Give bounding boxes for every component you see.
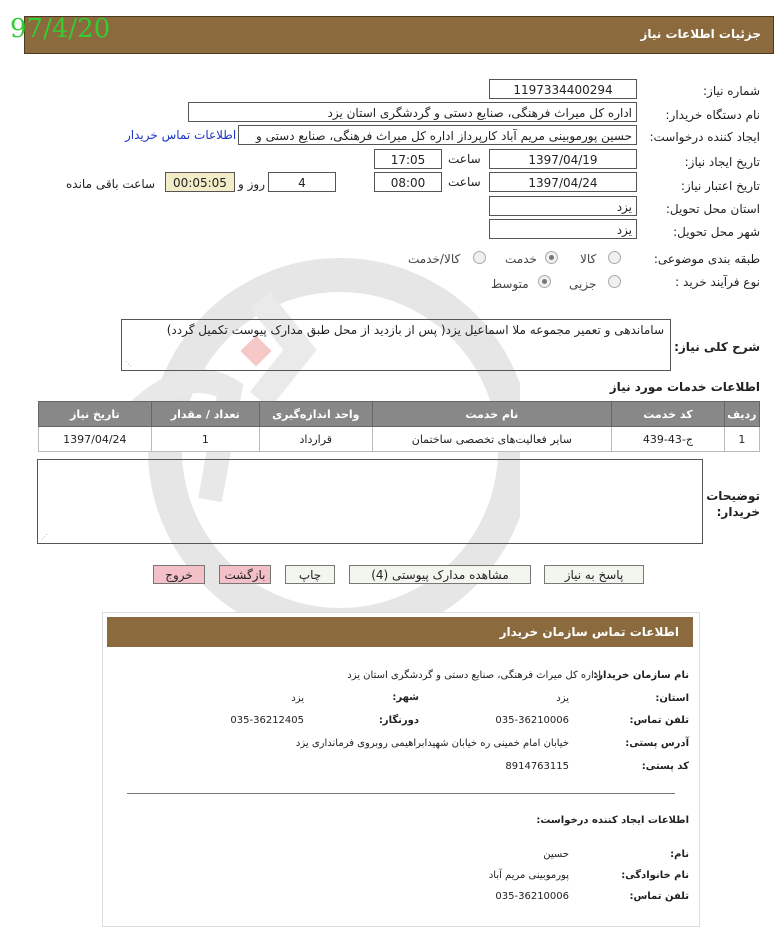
days-label: روز و	[238, 177, 265, 191]
org-value: اداره کل میراث فرهنگی، صنایع دستی و گردشگری استان یزد	[347, 670, 601, 681]
goods-radio[interactable]	[608, 251, 621, 264]
services-table	[38, 401, 760, 452]
created-time-label: ساعت	[448, 152, 481, 166]
print-button[interactable]: چاپ	[285, 565, 335, 584]
creator-section-title: اطلاعات ایجاد کننده درخواست:	[536, 815, 689, 826]
created-time-field: 17:05	[374, 149, 442, 169]
name-value: حسین	[543, 849, 569, 860]
description-field	[121, 319, 671, 371]
phone-label: تلفن تماس:	[629, 715, 689, 726]
reply-button[interactable]: پاسخ به نیاز	[544, 565, 644, 584]
org-label: نام سازمان خریدار:	[593, 670, 689, 681]
buyer-contact-link[interactable]: اطلاعات تماس خریدار	[125, 128, 237, 142]
col-unit: واحد اندازه‌گیری	[259, 402, 372, 427]
province-label: استان محل تحویل:	[665, 202, 760, 216]
title-bar	[24, 16, 774, 54]
goods-radio-label: کالا	[580, 252, 597, 266]
resize-handle-icon: ⋰	[125, 360, 132, 368]
buyer-notes-field[interactable]	[37, 459, 703, 544]
need-number-label: شماره نیاز:	[703, 84, 760, 98]
validity-date-label: تاریخ اعتبار نیاز:	[680, 179, 760, 193]
phone-value: 035-36210006	[495, 715, 569, 726]
table-header-row	[39, 402, 760, 427]
medium-radio[interactable]	[538, 275, 551, 288]
partial-radio-label: جزیی	[569, 277, 597, 291]
province-field: یزد	[489, 196, 637, 216]
contact-city-label: شهر:	[392, 692, 419, 703]
date-stamp: 97/4/20	[10, 14, 111, 44]
days-field: 4	[268, 172, 336, 192]
resize-handle-icon: ⋰	[41, 533, 48, 541]
cell-row: 1	[724, 427, 759, 452]
attachments-button[interactable]: مشاهده مدارک پیوستی (4)	[349, 565, 531, 584]
page-title: جزئیات اطلاعات نیاز	[640, 27, 761, 41]
cell-need-date: 1397/04/24	[39, 427, 152, 452]
exit-button[interactable]: خروج	[153, 565, 205, 584]
remaining-label: ساعت باقی مانده	[66, 177, 156, 191]
contact-city-value: یزد	[291, 693, 304, 704]
creator-label: ایجاد کننده درخواست:	[649, 130, 760, 144]
panel-divider	[127, 793, 675, 794]
col-service-code: کد خدمت	[612, 402, 725, 427]
table-row	[39, 427, 760, 452]
description-text: ساماندهی و تعمیر مجموعه ملا اسماعیل یزد( پس از بازدید از محل طبق مدارک پیوست تکمیل گردد)	[166, 323, 664, 337]
partial-radio[interactable]	[608, 275, 621, 288]
buyer-org-label: نام دستگاه خریدار:	[665, 108, 760, 122]
created-date-label: تاریخ ایجاد نیاز:	[684, 155, 760, 169]
services-title: اطلاعات خدمات مورد نیاز	[609, 380, 760, 394]
buyer-contact-panel	[102, 612, 700, 927]
created-date-field: 1397/04/19	[489, 149, 637, 169]
contact-province-label: استان:	[655, 693, 689, 704]
postal-code-value: 8914763115	[505, 761, 569, 772]
cell-service-code: ج-43-439	[612, 427, 725, 452]
city-label: شهر محل تحویل:	[673, 225, 760, 239]
contact-panel-title: اطلاعات تماس سازمان خریدار	[499, 625, 679, 639]
family-label: نام خانوادگی:	[621, 870, 689, 881]
description-label: شرح کلی نیاز:	[674, 340, 760, 354]
buyer-notes-label: توضیحات خریدار:	[706, 489, 760, 519]
service-radio[interactable]	[545, 251, 558, 264]
fax-value: 035-36212405	[230, 715, 304, 726]
creator-phone-label: تلفن تماس:	[629, 891, 689, 902]
creator-phone-value: 035-36210006	[495, 891, 569, 902]
creator-field: حسین پورموبینی مریم آباد کارپرداز اداره کل میراث فرهنگی، صنایع دستی و	[238, 125, 637, 145]
name-label: نام:	[670, 849, 689, 860]
service-radio-label: خدمت	[505, 252, 537, 266]
validity-date-field: 1397/04/24	[489, 172, 637, 192]
medium-radio-label: متوسط	[491, 277, 529, 291]
goods-service-radio-label: کالا/خدمت	[408, 252, 461, 266]
back-button[interactable]: بازگشت	[219, 565, 271, 584]
address-value: خیابان امام خمینی ره خیابان شهیدابراهیمی روبروی فرمانداری یزد	[295, 738, 569, 749]
postal-code-label: کد پستی:	[641, 761, 689, 772]
buyer-org-field: اداره کل میراث فرهنگی، صنایع دستی و گردشگری استان یزد	[188, 102, 637, 122]
fax-label: دورنگار:	[378, 715, 419, 726]
address-label: آدرس پستی:	[625, 738, 689, 749]
validity-time-field: 08:00	[374, 172, 442, 192]
col-row: ردیف	[724, 402, 759, 427]
family-value: پورموبینی مریم آباد	[488, 870, 569, 881]
contact-province-value: یزد	[556, 693, 569, 704]
remaining-time-field: 00:05:05	[165, 172, 235, 192]
col-quantity: تعداد / مقدار	[151, 402, 259, 427]
need-number-field: 1197334400294	[489, 79, 637, 99]
city-field: یزد	[489, 219, 637, 239]
col-need-date: تاریخ نیاز	[39, 402, 152, 427]
cell-unit: قرارداد	[259, 427, 372, 452]
category-label: طبقه بندی موضوعی:	[653, 252, 760, 266]
cell-service-name: سایر فعالیت‌های تخصصی ساختمان	[372, 427, 612, 452]
contact-panel-header	[107, 617, 693, 647]
process-type-label: نوع فرآیند خرید :	[675, 275, 760, 289]
goods-service-radio[interactable]	[473, 251, 486, 264]
validity-time-label: ساعت	[448, 175, 481, 189]
col-service-name: نام خدمت	[372, 402, 612, 427]
cell-quantity: 1	[151, 427, 259, 452]
